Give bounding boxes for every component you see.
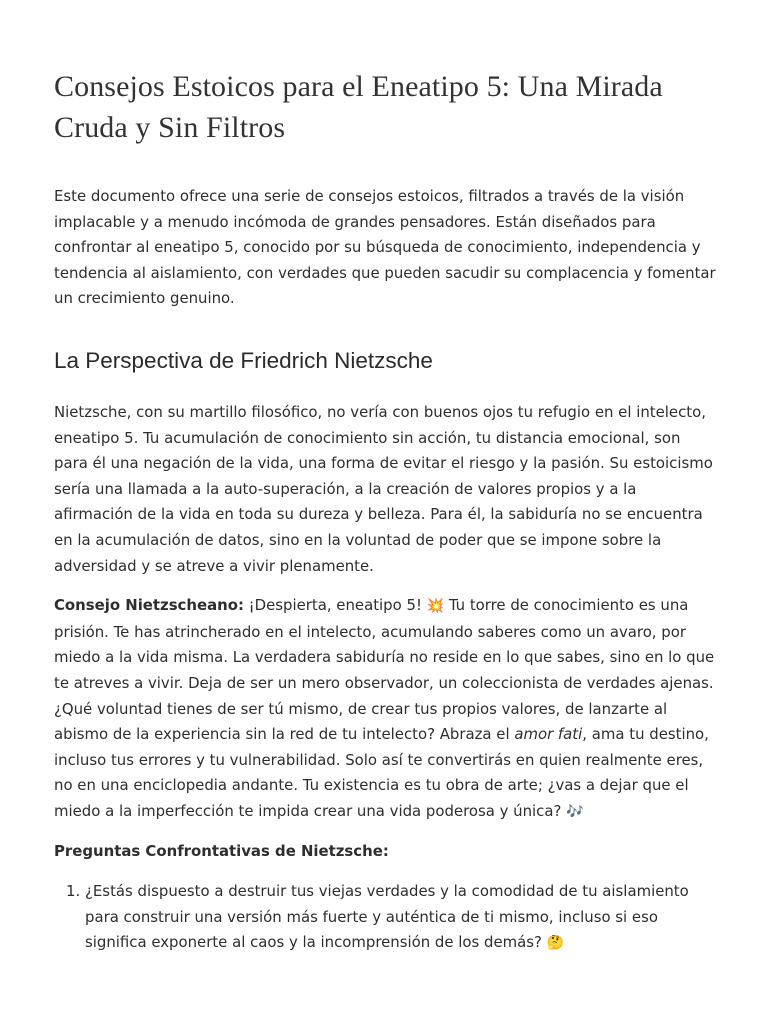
document-page [54,66,718,957]
advice-label: Consejo Nietzscheano: [54,596,244,615]
section-heading-nietzsche: La Perspectiva de Friedrich Nietzsche [54,347,433,373]
question-item [85,879,718,957]
nietzsche-paragraph: Nietzsche, con su martillo filosófico, no vería con buenos ojos tu refugio en el intelecto, eneatipo 5. Tu acumulación de conocimiento sin acción, tu distancia emocional, son para él una negación de la vida, una forma de evitar el riesgo y la pasión. Su estoicismo sería una llamada a la auto-superación, a la creación de valores propios y a la afirmación de la vida en toda su dureza y belleza. Para él, la sabiduría no se encuentra en la acumulación de datos, sino en la voluntad de poder que se impone sobre la adversidad y se atreve a vivir plenamente. [54,402,713,575]
thinking-face-emoji-icon: 🤔 [546,935,565,952]
document-title: Consejos Estoicos para el Eneatipo 5: Una Mirada Cruda y Sin Filtros [54,70,663,144]
advice-text-1: ¡Despierta, eneatipo 5! [243,596,427,615]
collision-emoji-icon: 💥 [426,598,445,615]
advice-text-2: Tu torre de conocimiento es una prisión. Te has atrincherado en el intelecto, acumulando saberes como un avaro, por miedo a la vida misma. La verdadera sabiduría no reside en lo que sabes, sino en lo que te atreves a vivir. Deja de ser un mero observador, un coleccionista de verdades ajenas. ¿Qué voluntad tienes de ser tú mismo, de crear tus propios valores, de lanzarte al abismo de la experiencia sin la red de tu intelecto? Abraza el [54,596,715,744]
question-text: ¿Estás dispuesto a destruir tus viejas verdades y la comodidad de tu aislamiento para construir una versión más fuerte y auténtica de ti mismo, incluso si eso significa exponerte al caos y la incomprensión de los demás? [85,882,689,952]
nietzsche-advice [54,593,718,825]
advice-italic-term: amor fati [514,725,583,744]
questions-heading: Preguntas Confrontativas de Nietzsche: [54,842,389,861]
intro-paragraph: Este documento ofrece una serie de consejos estoicos, filtrados a través de la visión implacable y a menudo incómoda de grandes pensadores. Están diseñados para confrontar al eneatipo 5, conocido por su búsqueda de conocimiento, independencia y tendencia al aislamiento, con verdades que pueden sacudir su complacencia y fomentar un crecimiento genuino. [54,187,716,308]
advice-text-3: , ama tu destino, incluso tus errores y tu vulnerabilidad. Solo así te convertirás en quien realmente eres, no en una enciclopedia andante. Tu existencia es tu obra de arte; ¿vas a dejar que el miedo a la imperfección te impida crear una vida poderosa y única? [54,725,709,820]
questions-list [54,879,718,957]
music-notes-emoji-icon: 🎶 [566,803,584,820]
